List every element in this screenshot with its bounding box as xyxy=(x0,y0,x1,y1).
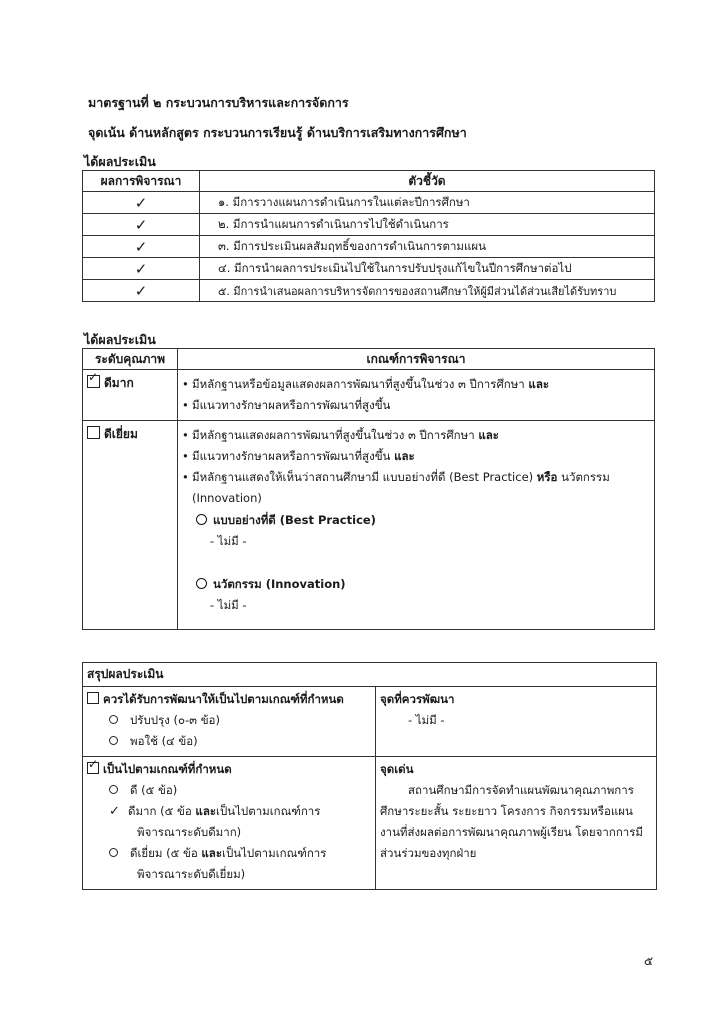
indicator-text: ๓. มีการประเมินผลสัมฤทธิ์ของการดำเนินการตามแผน xyxy=(200,236,655,258)
best-practice-value: - ไม่มี - xyxy=(210,534,247,548)
strengths-title: จุดเด่น xyxy=(380,762,414,776)
criteria-bullet: • มีหลักฐานแสดงให้เห็นว่าสถานศึกษามี แบบอย่างที่ดี (Best Practice) หรือ นวัตกรรม (Innovation) xyxy=(182,467,648,509)
focus-line: จุดเน้น ด้านหลักสูตร กระบวนการเรียนรู้ ด้านบริการเสริมทางการศึกษา xyxy=(88,125,467,140)
standard-title: มาตรฐานที่ ๒ กระบวนการบริหารและการจัดการ xyxy=(88,95,349,110)
strengths-text: สถานศึกษามีการจัดทำแผนพัฒนาคุณภาพการศึกษาระยะสั้น ระยะยาว โครงการ กิจกรรมหรือแผนงานที่ส่งผลต่อการพัฒนาคุณภาพผู้เรียน โดยจากการมีส่วนร่วมของทุกฝ่าย xyxy=(380,783,643,860)
circle-icon xyxy=(196,578,207,589)
improve-checkbox[interactable] xyxy=(87,692,99,704)
indicator-text: ๑. มีการวางแผนการดำเนินการในแต่ละปีการศึกษา xyxy=(200,192,655,214)
summary-title: สรุปผลประเมิน xyxy=(83,663,657,687)
meets-checkbox[interactable] xyxy=(87,757,99,774)
indicator-text: ๔. มีการนำผลการประเมินไปใช้ในการปรับปรุงแก้ไขในปีการศึกษาต่อไป xyxy=(200,258,655,280)
table-row xyxy=(83,236,655,258)
table-row xyxy=(83,258,655,280)
improve-points-title: จุดที่ควรพัฒนา xyxy=(380,692,455,706)
excellent-label: ดีมาก xyxy=(104,376,134,390)
list-item: ดี (๕ ข้อ) xyxy=(87,780,371,801)
checkmark-icon: ✓ xyxy=(109,804,120,819)
outstanding-label: ดีเยี่ยม xyxy=(104,427,138,441)
improve-points-value: - ไม่มี - xyxy=(408,713,445,727)
summary-table xyxy=(82,662,657,890)
level-row-outstanding xyxy=(83,421,655,630)
section2-heading: ได้ผลประเมิน xyxy=(84,332,156,347)
criteria-bullet: • มีหลักฐานหรือข้อมูลแสดงผลการพัฒนาที่สูงขึ้นในช่วง ๓ ปีการศึกษา และ xyxy=(182,374,648,395)
indicator-text: ๒. มีการนำแผนการดำเนินการไปใช้ดำเนินการ xyxy=(200,214,655,236)
list-item-continued: พิจารณาระดับดีมาก) xyxy=(137,825,242,839)
checkmark-icon: ✓ xyxy=(88,757,99,771)
list-item: ปรับปรุง (๐-๓ ข้อ) xyxy=(87,710,371,731)
excellent-checkbox[interactable] xyxy=(87,370,100,388)
criteria-bullet: • มีแนวทางรักษาผลหรือการพัฒนาที่สูงขึ้น xyxy=(182,395,648,416)
innovation-value: - ไม่มี - xyxy=(210,598,247,612)
circle-icon xyxy=(109,785,118,794)
col-level-header: ระดับคุณภาพ xyxy=(83,349,178,370)
criteria-table xyxy=(82,348,655,630)
checkmark-icon: ✓ xyxy=(83,258,200,280)
summary-row-meets xyxy=(83,757,657,890)
indicator-table xyxy=(82,170,655,302)
innovation-option: นวัตกรรม (Innovation) xyxy=(182,574,648,595)
list-item: พอใช้ (๔ ข้อ) xyxy=(87,731,371,752)
col-criteria-header: เกณฑ์การพิจารณา xyxy=(178,349,655,370)
improve-option: ควรได้รับการพัฒนาให้เป็นไปตามเกณฑ์ที่กำหนด xyxy=(87,689,371,710)
circle-icon xyxy=(109,736,118,745)
table-row xyxy=(83,192,655,214)
table-row xyxy=(83,280,655,302)
list-item-continued: พิจารณาระดับดีเยี่ยม) xyxy=(137,867,246,881)
col-indicator-header: ตัวชี้วัด xyxy=(200,171,655,192)
section1-heading: ได้ผลประเมิน xyxy=(84,154,156,169)
circle-icon xyxy=(109,848,118,857)
criteria-bullet: • มีหลักฐานแสดงผลการพัฒนาที่สูงขึ้นในช่วง ๓ ปีการศึกษา และ xyxy=(182,425,648,446)
list-item: ดีเยี่ยม (๕ ข้อ และเป็นไปตามเกณฑ์การ xyxy=(87,843,371,864)
outstanding-checkbox[interactable] xyxy=(87,426,100,439)
checkmark-icon: ✓ xyxy=(83,214,200,236)
checkmark-icon: ✓ xyxy=(83,192,200,214)
criteria-bullet: • มีแนวทางรักษาผลหรือการพัฒนาที่สูงขึ้น และ xyxy=(182,446,648,467)
circle-icon xyxy=(109,715,118,724)
meets-option: ✓ เป็นไปตามเกณฑ์ที่กำหนด xyxy=(88,757,232,776)
page-number: ๕ xyxy=(644,954,654,968)
list-item: ✓ ดีมาก (๕ ข้อ และเป็นไปตามเกณฑ์การ xyxy=(87,801,371,822)
checkmark-icon: ✓ xyxy=(83,280,200,302)
summary-row-improve xyxy=(83,687,657,757)
best-practice-option: แบบอย่างที่ดี (Best Practice) xyxy=(182,510,648,531)
circle-icon xyxy=(196,514,207,525)
indicator-text: ๕. มีการนำเสนอผลการบริหารจัดการของสถานศึกษาให้ผู้มีส่วนได้ส่วนเสียได้รับทราบ xyxy=(200,280,655,302)
level-row-excellent xyxy=(83,370,655,421)
checkmark-icon: ✓ xyxy=(88,370,99,384)
col-result-header: ผลการพิจารณา xyxy=(83,171,200,192)
table-row xyxy=(83,214,655,236)
checkmark-icon: ✓ xyxy=(83,236,200,258)
